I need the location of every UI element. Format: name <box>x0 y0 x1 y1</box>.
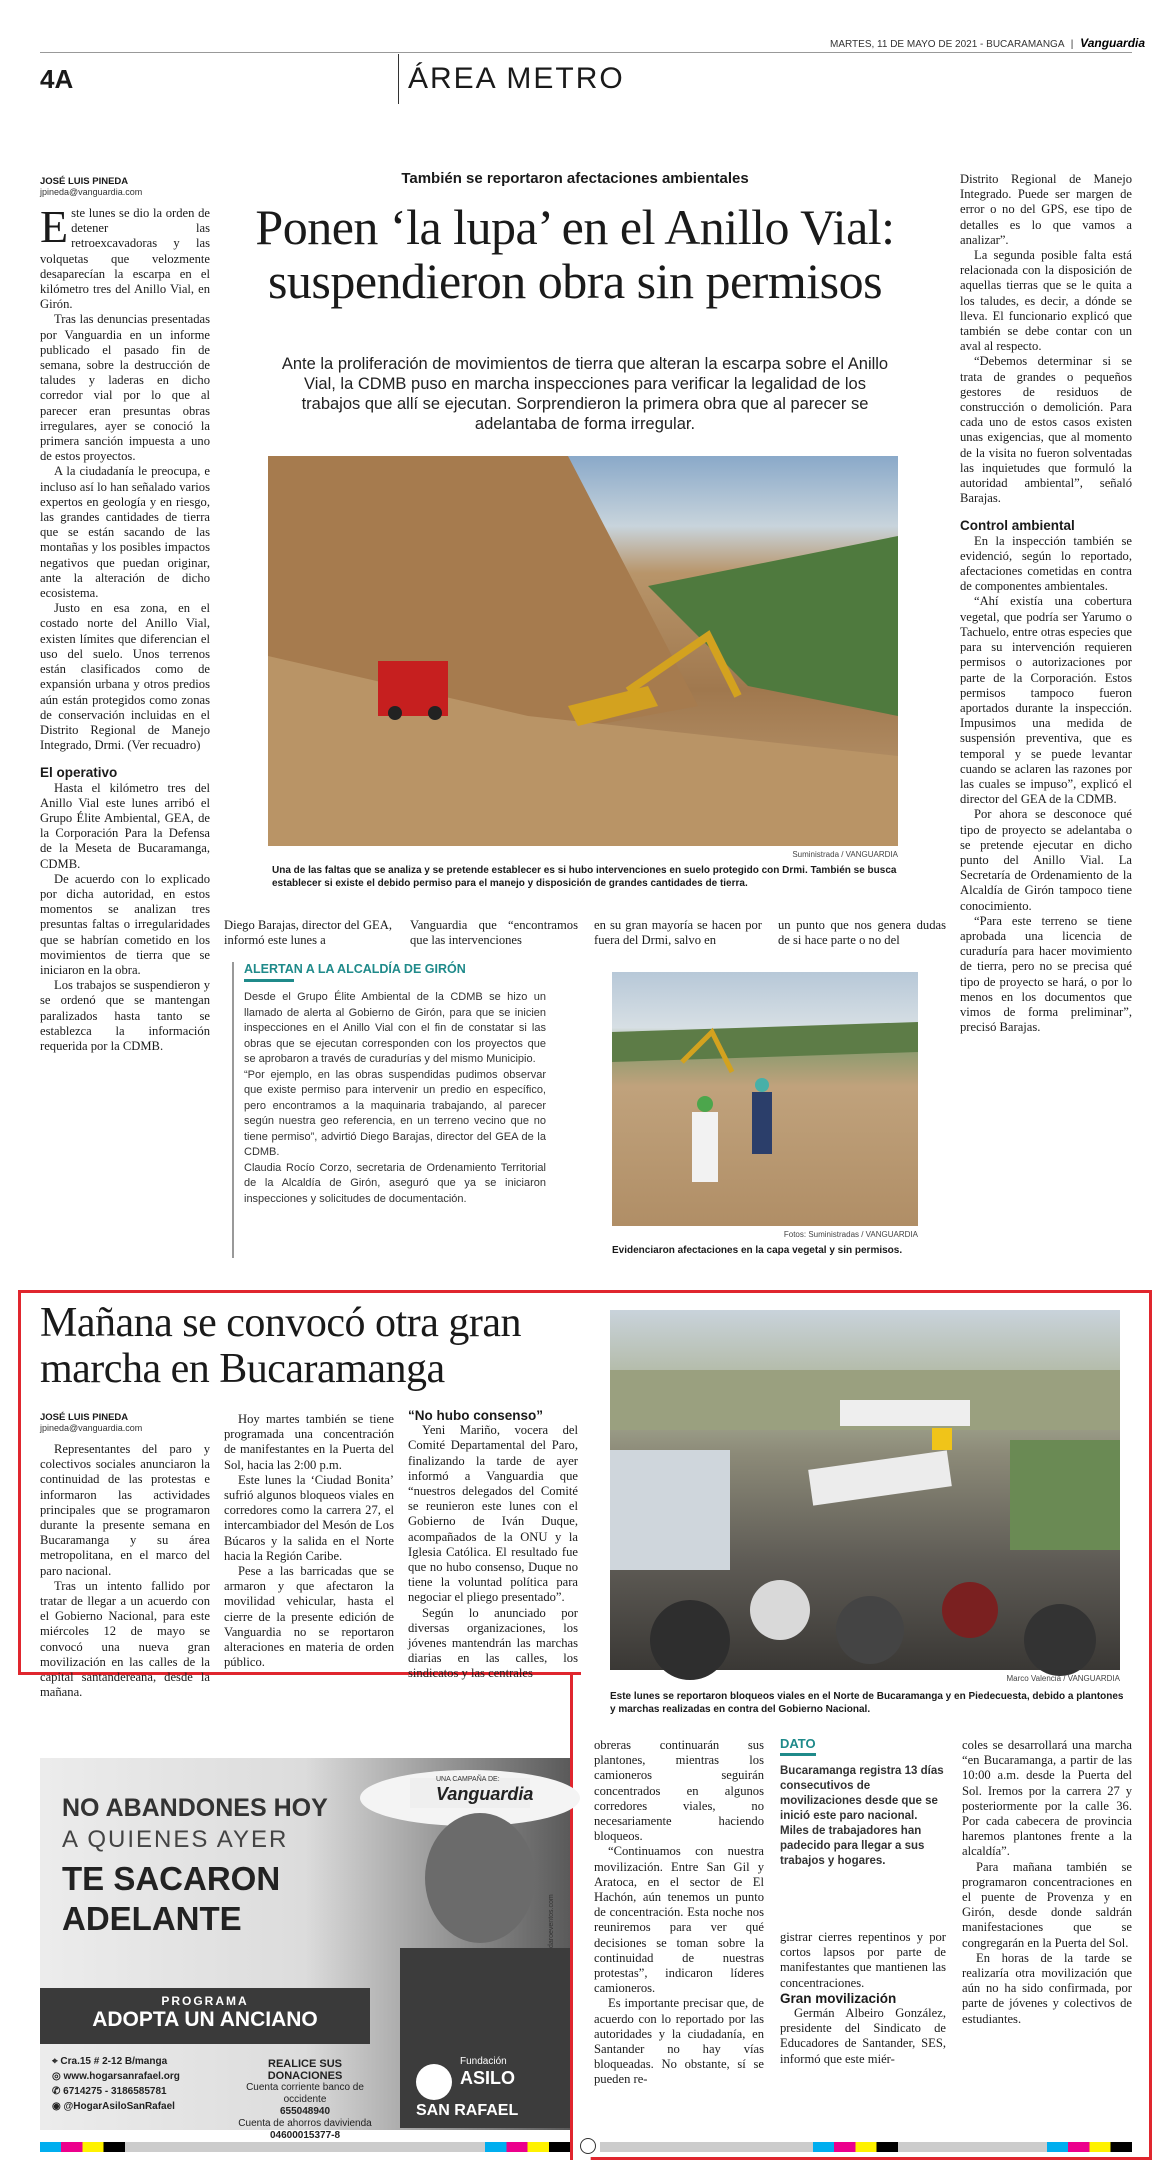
contact-block <box>52 2054 232 2114</box>
alert-box-underline <box>244 979 294 982</box>
story1-colA: Diego Barajas, director del GEA, informó este lunes a <box>224 918 392 948</box>
header-rule <box>40 52 1132 53</box>
paragraph: En la inspección también se evidenció, según lo reportado, afectaciones cometidas en contra de componentes ambientales. <box>960 533 1132 594</box>
subhead: El operativo <box>40 765 118 781</box>
foundation-name2: SAN RAFAEL <box>416 2102 519 2119</box>
paragraph: “Ahí existía una cobertura vegetal, que podría ser Yarumo o Tachuelo, entre otras especies que para su intervención requieren permisos o autorizaciones por parte de la Corporación. Estos permisos tampoco fueron aportados durante la inspección. Impusimos una medida de suspensión preventiva, que es temporal y se puede levantar cuando se aclaren las razones por las cuales se impuso”, explicó el director del GEA de la CDMB. <box>960 594 1132 807</box>
paragraph: Justo en esa zona, en el costado norte del Anillo Vial, existen límites que diferencian el uso del suelo. Unos terrenos están clasificados como de expansión urbana y otros predios aún están protegidos como zonas de conservación incluidas en el Distrito Regional de Manejo Integrado, Drmi. (Ver recuadro) <box>40 601 210 753</box>
story2-col2 <box>224 1412 394 1670</box>
dato-title: DATO <box>780 1736 816 1751</box>
paragraph: La segunda posible falta está relacionada con la disposición de aquellas tierras que se le quita a los taludes, es decir, a dónde se lleva. El funcionario explicó que también se debe contar con un aval al respecto. <box>960 248 1132 354</box>
subhead: Control ambiental <box>960 518 1075 534</box>
foundation-name1: ASILO <box>460 2068 516 2088</box>
ad-line3: TE SACARON <box>62 1860 281 1897</box>
ad-line1: NO ABANDONES HOY <box>62 1794 328 1822</box>
paragraph: Por ahora se desconoce qué tipo de proyecto se adelantaba o se pretende ejecutar en dicho punto del Anillo Vial. La Secretaría de Ordenamiento de la Alcaldía de Girón tampoco tiene conocimiento. <box>960 807 1132 913</box>
photo-illustration <box>610 1310 1120 1670</box>
ad-line2: A QUIENES AYER <box>62 1826 289 1853</box>
paragraph: Los trabajos se suspendieron y se ordenó que se mantengan paralizados hasta tanto se establezca la información requerida por la CDMB. <box>40 978 210 1053</box>
address-row: ⌖ Cra.15 # 2-12 B/manga <box>52 2056 168 2067</box>
ad-asilo-san-rafael[interactable] <box>40 1758 570 2141</box>
story2-col5 <box>780 1930 946 2067</box>
photo2-credit: Fotos: Suministradas / VANGUARDIA <box>783 1230 918 1239</box>
brand-logo: Vanguardia <box>1080 36 1146 50</box>
story1-colC: en su gran mayoría se hacen por fuera del Drmi, salvo en <box>594 918 762 948</box>
registration-bar-left <box>40 2142 570 2152</box>
paragraph: obreras continuarán sus plantones, mientras los camioneros seguirán concentrados en algunos corredores viales, no necesariamente haciendo bloqueos. <box>594 1738 764 1844</box>
photo2-caption: Evidenciaron afectaciones en la capa vegetal y sin permisos. <box>612 1245 903 1256</box>
dato-text: Bucaramanga registra 13 días consecutivos de movilizaciones desde que se inició este paro nacional. Miles de trabajadores han padecido para llegar a sus trabajos y hogares. <box>780 1765 944 1867</box>
program-label: PROGRAMA <box>161 1994 249 2008</box>
flag-icon <box>932 1428 952 1450</box>
location-icon: ⌖ <box>52 2056 61 2067</box>
date-text: MARTES, 11 DE MAYO DE 2021 - BUCARAMANGA <box>830 39 1064 50</box>
section-divider <box>398 54 399 104</box>
paragraph: Es importante precisar que, de acuerdo con lo reportado por las autoridades y la ciudadanía, en Santander no hay vías bloqueadas. No obstante, sí se pueden re- <box>594 1996 764 2087</box>
paragraph: Para mañana también se programaron concentraciones en el puente de Provenza y en Girón, desde donde saldrán manifestaciones que se congregarán en la Puerta del Sol. <box>962 1859 1132 1950</box>
paragraph: “Debemos determinar si se trata de grandes o pequeños gestores de residuos de construcción o demolición. Para cada uno de estos casos existen unas exigencias, que al momento de la visita no fueron solventadas las inquietudes que formuló la autoridad ambiental”, señaló Barajas. <box>960 354 1132 506</box>
paragraph: Germán Albeiro González, presidente del Sindicato de Educadores de Santander, SES, informó que este miér- <box>780 2006 946 2066</box>
campaign-label: UNA CAMPAÑA DE: <box>436 1776 500 1783</box>
paragraph: Pese a las barricadas que se armaron y que afectaron la movilidad vehicular, hasta el cierre de la presente edición de Vanguardia no se reportaron alteraciones en materia de orden público. <box>224 1564 394 1670</box>
paragraph: De acuerdo con lo explicado por dicha autoridad, en estos momentos se analizan tres presuntas faltas o irregularidades que se habrían cometido en los movimientos de tierra que se iniciaron en la obra. <box>40 871 210 977</box>
byline-name: JOSÉ LUIS PINEDA <box>40 176 129 187</box>
web-row[interactable]: ◎ www.hogarsanrafael.org <box>52 2071 180 2082</box>
social-row[interactable]: ◉ @HogarAsiloSanRafael <box>52 2101 175 2112</box>
story1-col-right <box>960 172 1132 1035</box>
paragraph: Este lunes se dio la orden de detener las retroexcavadoras y las volquetas que velozmente desaparecían la escarpa en el kilómetro tres del Anillo Vial, en Girón. <box>40 201 210 312</box>
story2-col3 <box>408 1408 578 1682</box>
story2-col1 <box>40 1442 210 1700</box>
highlight-box-left-lower <box>570 1672 573 2160</box>
paragraph: Claudia Rocío Corzo, secretaria de Ordenamiento Territorial de la Alcaldía de Girón, aseguró que ya se iniciaron inspecciones y solicitudes de documentación. <box>244 1161 546 1205</box>
campaign-brand: Vanguardia <box>436 1784 534 1804</box>
headline: Ponen ‘la lupa’ en el Anillo Vial: suspendieron obra sin permisos <box>255 199 895 309</box>
photo-illustration <box>612 972 918 1226</box>
page-number: 4A <box>40 64 74 94</box>
dato-underline <box>780 1753 816 1756</box>
ad-line4: ADELANTE <box>62 1900 242 1937</box>
protest-photo-caption: Este lunes se reportaron bloqueos viales en el Norte de Bucaramanga y en Piedecuesta, debido a plantones y marchas realizadas en contra del Gobierno Nacional. <box>610 1691 1124 1715</box>
drop-cap: E <box>40 201 69 252</box>
account1-label: Cuenta corriente banco de occidente <box>246 2082 364 2105</box>
byline-email: jpineda@vanguardia.com <box>40 187 143 197</box>
phone-row: ✆ 6714275 - 3186585781 <box>52 2086 167 2097</box>
alert-box <box>232 962 546 1258</box>
paragraph: Representantes del paro y colectivos sociales anunciaron la continuidad de las protestas e informaron las actividades principales que se programaron durante la presente semana en Bucaramanga y su área metropolitana, en el marco del paro nacional. <box>40 1442 210 1578</box>
phone-icon: ✆ <box>52 2086 64 2097</box>
story1-col1 <box>40 201 210 1054</box>
photo-illustration <box>268 456 898 846</box>
paragraph: Según lo anunciado por diversas organizaciones, los jóvenes mantendrán las marchas diarias en las calles, los sindicatos y las centrales <box>408 1605 578 1681</box>
story2-col6 <box>962 1738 1132 2027</box>
subhead: Gran movilización <box>780 1990 897 2006</box>
inspector-figure <box>692 1112 718 1182</box>
byline <box>40 176 210 197</box>
paragraph: Hoy martes también se tiene programada una concentración de manifestantes en la Puerta del Sol, hacia las 2:00 p.m. <box>224 1412 394 1472</box>
paragraph: Hasta el kilómetro tres del Anillo Vial este lunes arribó el Grupo Élite Ambiental, GEA, de la Corporación Para la Defensa de la Meseta de Bucaramanga, CDMB. <box>40 780 210 871</box>
photo1-credit: Suministrada / VANGUARDIA <box>792 850 898 859</box>
paragraph: Tras las denuncias presentadas por Vanguardia en un informe publicado el pasado fin de semana, sobre la destrucción de taludes y laderas en dicho corredor vial por lo que al parecer eran presuntas obras irregulares, ayer se conoció la primera sanción impuesta a uno de estos proyectos. <box>40 312 210 464</box>
worker-figure <box>752 1092 772 1154</box>
paragraph: En horas de la tarde se realizaría otra movilización que aún no ha sido confirmada, por parte de jóvenes y colectivos de estudiantes. <box>962 1950 1132 2026</box>
dato-box <box>780 1736 946 1869</box>
banner-icon <box>840 1400 970 1426</box>
subhead: “No hubo consenso” <box>408 1408 543 1423</box>
globe-icon: ◎ <box>52 2071 64 2082</box>
registration-bar-right <box>600 2142 1132 2152</box>
byline-name: JOSÉ LUIS PINEDA <box>40 1412 129 1423</box>
account2-number: 04600015377-8 <box>269 2130 341 2141</box>
story2-headline: Mañana se convocó otra gran marcha en Bucaramanga <box>40 1300 521 1392</box>
story1-colB: Vanguardia que “encontramos que las intervenciones <box>410 918 578 948</box>
photo1-caption: Una de las faltas que se analiza y se pretende establecer es si hubo intervenciones en suelo protegido con Drmi. También se busca establecer si existe el debido permiso para el manejo y disposición de grandes cantidades de tierra. <box>272 865 897 889</box>
paragraph: “Continuamos con nuestra movilización. Entre San Gil y Aratoca, en el sector de El Hachón, aún tenemos un punto de concentración. Esta noche nos reuniremos para ver qué decisiones se toman sobre la continuidad de nuestras protestas”, indicaron líderes camioneros. <box>594 1844 764 1996</box>
foundation-seal-icon <box>416 2064 452 2100</box>
alert-box-title: ALERTAN A LA ALCALDÍA DE GIRÓN <box>244 962 466 976</box>
protest-photo <box>610 1310 1120 1670</box>
story2-col4 <box>594 1738 764 2088</box>
registration-mark-icon <box>580 2138 596 2154</box>
paragraph: “Por ejemplo, en las obras suspendidas pudimos observar que existe permiso para intervenir un predio en específico, pero encontramos a la maquinaria trabajando, al parecer según nuestra geo referencia, en un terreno vecino que no tiene permiso”, advirtió Diego Barajas, director del GEA de la CDMB. <box>244 1068 546 1158</box>
paragraph: gistrar cierres repentinos y por cortos lapsos por parte de manifestantes que mantienen las concentraciones. <box>780 1930 946 1990</box>
section-title: ÁREA METRO <box>408 62 625 95</box>
paragraph: Este lunes la ‘Ciudad Bonita’ sufrió algunos bloqueos viales en corredores como la carrera 27, el intercambiador del Mesón de Los Búcaros y la salida en el Norte hacia la Región Caribe. <box>224 1472 394 1563</box>
paragraph: coles se desarrollará una marcha “en Bucaramanga, a partir de las 10:00 a.m. desde la Puerta del Sol. Iremos por la carrera 27 y posteriormente por la calle 36. Por cada cabecera de provincia haremos plantones frente a la alcaldía”. <box>962 1738 1132 1859</box>
story1-colD: un punto que nos genera dudas de si hace parte o no del <box>778 918 946 948</box>
program-name: ADOPTA UN ANCIANO <box>92 2008 318 2031</box>
donations-block <box>230 2058 380 2142</box>
foundation-logo <box>412 2054 562 2126</box>
donate-title: REALICE SUS DONACIONES <box>267 2058 343 2082</box>
paragraph: A la ciudadanía le preocupa, e incluso así lo han señalado varios expertos en geología y en riesgo, las grandes cantidades de tierra que se están sacando de las montañas y los posibles impactos negativos que puedan originar, ante la alteración de dicho ecosistema. <box>40 464 210 601</box>
paragraph: Desde el Grupo Élite Ambiental de la CDMB se hizo un llamado de alerta al Gobierno de Girón, para que se inicien inspecciones en el Anillo Vial con el fin de constatar si las obras que se ejecutan corresponden con los proyectos que se aprobaron a través de curadurías y del mismo Municipio. <box>244 991 546 1065</box>
date-line: MARTES, 11 DE MAYO DE 2021 - BUCARAMANGA | Vanguardia <box>830 36 1146 50</box>
program-banner <box>40 1988 370 2044</box>
paragraph: Tras un intento fallido por tratar de llegar a un acuerdo con el Gobierno Nacional, para este miércoles 12 de mayo se convocó una nueva gran movilización en las calles de la capital santandereana, desde la mañana. <box>40 1578 210 1700</box>
byline-email: jpineda@vanguardia.com <box>40 1423 143 1433</box>
account2-label: Cuenta de ahorros davivienda <box>238 2118 372 2129</box>
paragraph: “Para este terreno se tiene aprobada una licencia de curaduría para hacer movimiento de tierra, pero no se precisa qué tipo de proyecto se hará, o por lo menos en los documentos que vimos de forma preliminar”, precisó Barajas. <box>960 913 1132 1035</box>
ad-side-text: daroeventos.com <box>548 1894 555 1948</box>
kicker: También se reportaron afectaciones ambientales <box>401 170 749 187</box>
deck: Ante la proliferación de movimientos de tierra que alteran la escarpa sobre el Anillo Vial, la CDMB puso en marcha inspecciones para verificar la legalidad de los trabajos que allí se ejecutan. Sorprendieron la primera obra que al parecer se adelantaba de forma irregular. <box>281 355 889 433</box>
social-icon: ◉ <box>52 2101 64 2112</box>
alert-box-body <box>244 990 546 1207</box>
road-works-photo <box>268 456 898 846</box>
story2-byline <box>40 1412 210 1433</box>
paragraph: Yeni Mariño, vocera del Comité Departamental del Paro, finalizando la tarde de ayer informó a Vanguardia que “nuestros delegados del Comité se reunieron este lunes con el Gobierno de Iván Duque, acompañados de la ONU y la Iglesia Católica. El resultado fue que no hubo consenso, Duque no tiene la voluntad política para negociar el pliego presentado”. <box>408 1423 578 1605</box>
paragraph: Distrito Regional de Manejo Integrado. Puede ser margen de error o no del GPS, ese tipo de detalles es lo que vamos a analizar”. <box>960 172 1132 247</box>
foundation-label: Fundación <box>460 2056 507 2067</box>
inspection-photo <box>612 972 918 1226</box>
protest-photo-credit: Marco Valencia / VANGUARDIA <box>1006 1674 1120 1683</box>
account1-number: 655048940 <box>279 2106 331 2117</box>
